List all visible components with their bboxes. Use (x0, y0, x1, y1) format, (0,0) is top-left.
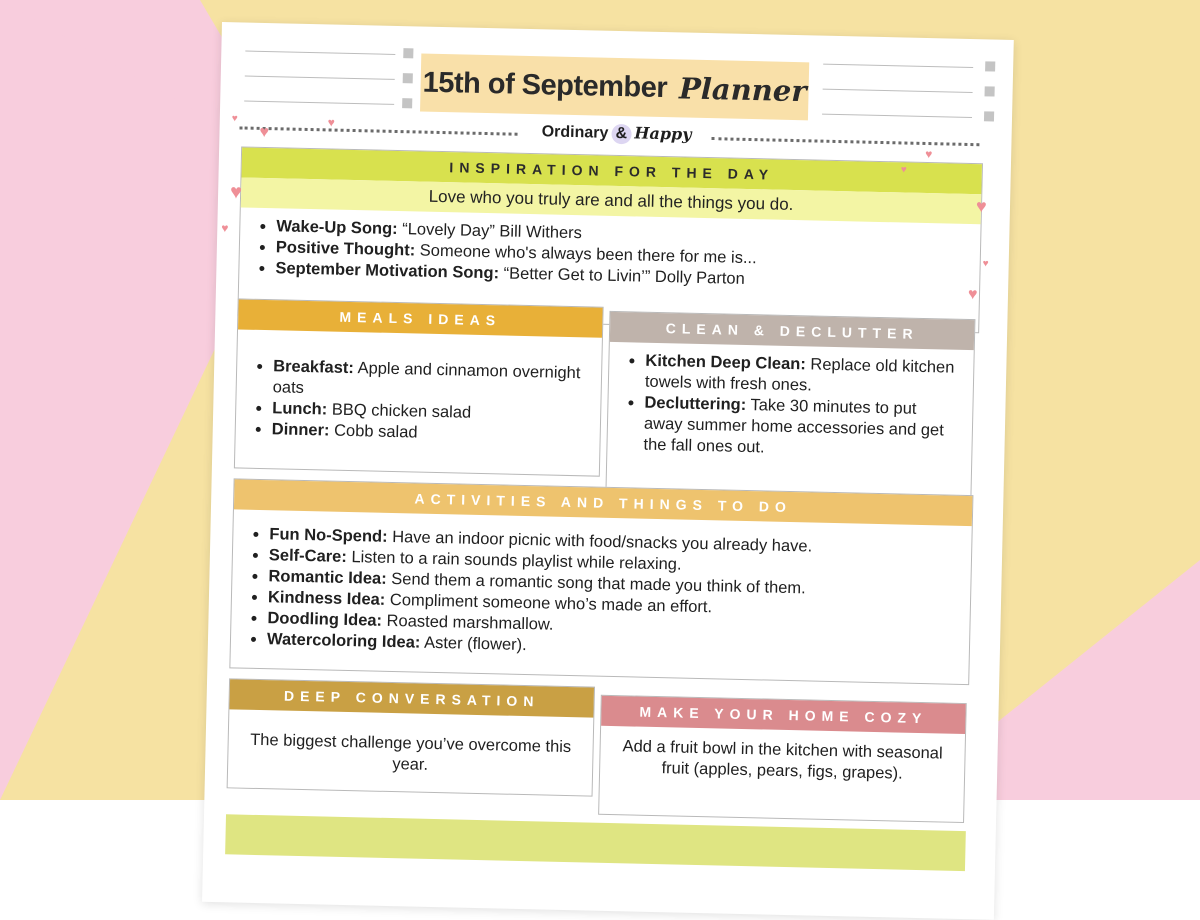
header-line (245, 51, 395, 55)
section-body (231, 509, 972, 666)
title-main: 15th of September (422, 66, 668, 104)
brand-right: Happy (634, 123, 692, 144)
heart-icon: ♥ (327, 115, 336, 130)
section-body (607, 342, 973, 463)
heart-icon: ♥ (221, 221, 229, 236)
deep-conversation-section (227, 678, 595, 796)
item-label: September Motivation Song: (275, 259, 500, 283)
item-label: Watercoloring Idea: (266, 630, 421, 652)
planner-title (420, 54, 809, 121)
deep-conversation-text: The biggest challenge you’ve overcome this year. (250, 730, 572, 774)
list-item (643, 393, 956, 463)
checkbox-square (984, 111, 994, 121)
home-cozy-text: Add a fruit bowl in the kitchen with seasonal fruit (apples, pears, figs, grapes). (622, 737, 943, 783)
activities-section (229, 478, 973, 685)
planner-sheet (202, 22, 1014, 920)
item-label: Breakfast: (272, 357, 355, 378)
item-label: Kindness Idea: (267, 588, 386, 609)
checkbox-square (402, 98, 412, 108)
item-text: Take 30 minutes to put away summer home accessories and get the fall ones out. (643, 395, 945, 457)
title-script: Planner (678, 71, 807, 109)
checkbox-square (985, 86, 995, 96)
checkbox-square (985, 61, 995, 71)
header-line (823, 89, 973, 93)
heart-icon: ♥ (925, 146, 933, 162)
section-heading: ACTIVITIES AND THINGS TO DO (234, 479, 972, 526)
section-heading: MAKE YOUR HOME COZY (601, 696, 966, 734)
heart-icon: ♥ (229, 181, 243, 204)
brand-left: Ordinary (541, 123, 609, 142)
heart-icon: ♥ (975, 196, 987, 217)
meals-section (234, 298, 604, 476)
item-text: Send them a romantic song that made you think of them. (386, 569, 806, 598)
item-label: Romantic Idea: (268, 567, 387, 588)
header-line (823, 64, 973, 68)
heart-icon: ♥ (900, 164, 907, 176)
heart-icon: ♥ (982, 258, 989, 270)
next-section-strip (225, 814, 966, 871)
inspiration-quote: Love who you truly are and all the things you do. (241, 177, 981, 224)
header-line (244, 101, 394, 105)
heart-icon: ♥ (231, 113, 238, 125)
list-item (645, 351, 958, 400)
home-cozy-section (598, 695, 967, 823)
item-text: Listen to a rain sounds playlist while relaxing. (346, 547, 682, 574)
item-label: Doodling Idea: (267, 609, 383, 630)
item-text: Compliment someone who’s made an effort. (385, 590, 713, 617)
item-label: Decluttering: (644, 393, 747, 414)
checkbox-square (403, 73, 413, 83)
item-text: Aster (flower). (420, 633, 527, 655)
item-text: “Better Get to Livin’” Dolly Parton (498, 264, 745, 288)
section-body (236, 329, 602, 447)
item-label: Kitchen Deep Clean: (645, 351, 807, 374)
brand-amp: & (611, 124, 631, 144)
item-label: Dinner: (271, 420, 330, 440)
clean-declutter-section (605, 311, 975, 509)
item-text: Roasted marshmallow. (381, 611, 554, 634)
item-label: Fun No-Spend: (269, 525, 388, 546)
dotted-divider-right (711, 137, 979, 146)
checkbox-square (403, 48, 413, 58)
brand-logo (531, 121, 701, 146)
item-label: Self-Care: (268, 546, 348, 566)
item-text: Replace old kitchen towels with fresh ones. (644, 355, 955, 395)
heart-icon: ♥ (259, 123, 270, 142)
section-heading: DEEP CONVERSATION (229, 679, 594, 717)
list-item (272, 356, 585, 405)
item-label: Lunch: (272, 399, 328, 419)
header-line (822, 114, 972, 118)
item-text: Someone who's always been there for me is... (414, 241, 757, 268)
section-heading: MEALS IDEAS (238, 299, 603, 337)
section-heading: INSPIRATION FOR THE DAY (241, 147, 981, 194)
item-text: BBQ chicken salad (327, 400, 472, 422)
header-line (245, 76, 395, 80)
section-heading: CLEAN & DECLUTTER (610, 312, 975, 350)
item-label: Wake-Up Song: (276, 217, 398, 239)
item-text: Apple and cinnamon overnight oats (272, 359, 581, 397)
heart-icon: ♥ (967, 285, 978, 304)
item-text: Have an indoor picnic with food/snacks you already have. (387, 527, 813, 556)
dotted-divider-left (240, 126, 518, 135)
item-text: “Lovely Day” Bill Withers (397, 220, 583, 243)
item-label: Positive Thought: (275, 238, 416, 260)
item-text: Cobb salad (329, 421, 418, 442)
